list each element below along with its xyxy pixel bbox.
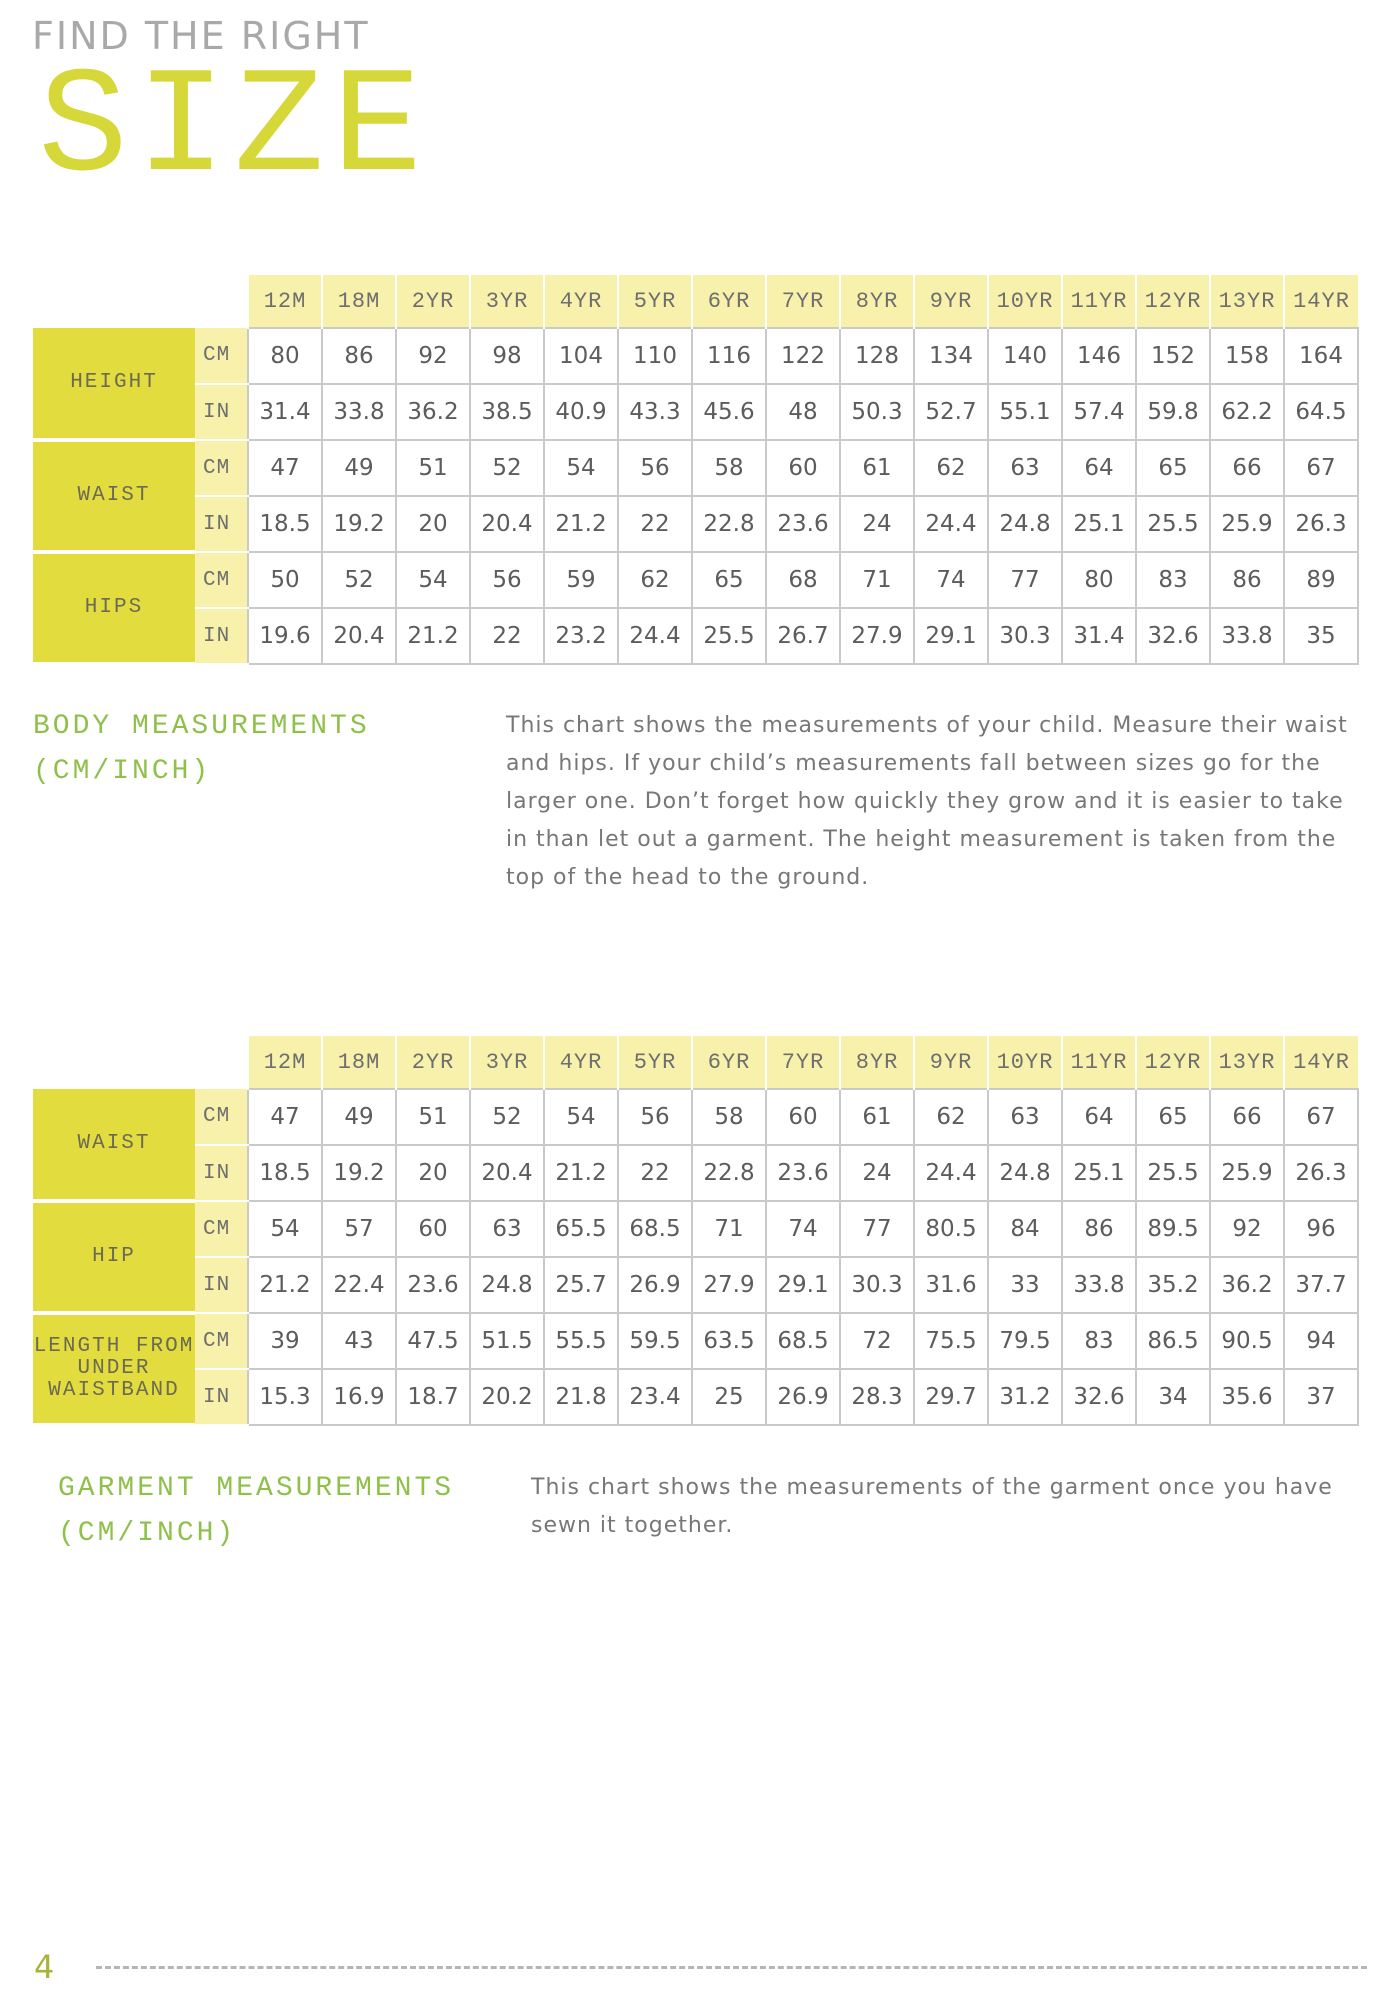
measurement-value: 61 bbox=[840, 440, 914, 496]
measurement-value: 40.9 bbox=[544, 384, 618, 440]
measurement-value: 51.5 bbox=[470, 1313, 544, 1369]
size-column-header: 3YR bbox=[470, 275, 544, 328]
table-row bbox=[33, 1089, 1358, 1145]
measurement-value: 110 bbox=[618, 328, 692, 384]
measurement-value: 21.8 bbox=[544, 1369, 618, 1425]
measurement-value: 38.5 bbox=[470, 384, 544, 440]
measurement-value: 84 bbox=[988, 1201, 1062, 1257]
measurement-value: 32.6 bbox=[1062, 1369, 1136, 1425]
garment-measurements-table bbox=[33, 1036, 1359, 1427]
measurement-value: 15.3 bbox=[248, 1369, 322, 1425]
garment-measurements-heading bbox=[58, 1466, 454, 1556]
measurement-value: 54 bbox=[396, 552, 470, 608]
measurement-value: 66 bbox=[1210, 440, 1284, 496]
header-spacer bbox=[33, 275, 248, 328]
garment-heading-line1: GARMENT MEASUREMENTS bbox=[58, 1473, 455, 1504]
table-row bbox=[33, 1257, 1358, 1313]
measurement-value: 63 bbox=[988, 1089, 1062, 1145]
measurement-value: 51 bbox=[396, 1089, 470, 1145]
measurement-value: 134 bbox=[914, 328, 988, 384]
measurement-value: 62 bbox=[618, 552, 692, 608]
measurement-label: HEIGHT bbox=[33, 328, 195, 440]
measurement-value: 83 bbox=[1136, 552, 1210, 608]
measurement-value: 22 bbox=[618, 1145, 692, 1201]
size-column-header: 12M bbox=[248, 275, 322, 328]
size-column-header: 13YR bbox=[1210, 1036, 1284, 1089]
size-column-header: 12M bbox=[248, 1036, 322, 1089]
size-column-header: 5YR bbox=[618, 275, 692, 328]
size-column-header: 5YR bbox=[618, 1036, 692, 1089]
table-row bbox=[33, 1201, 1358, 1257]
measurement-value: 47 bbox=[248, 1089, 322, 1145]
measurement-value: 23.6 bbox=[396, 1257, 470, 1313]
measurement-value: 21.2 bbox=[544, 496, 618, 552]
garment-heading-line2: (CM/INCH) bbox=[58, 1518, 237, 1549]
measurement-value: 23.6 bbox=[766, 1145, 840, 1201]
measurement-value: 24.4 bbox=[914, 1145, 988, 1201]
measurement-value: 62 bbox=[914, 1089, 988, 1145]
measurement-value: 29.1 bbox=[766, 1257, 840, 1313]
measurement-value: 18.5 bbox=[248, 1145, 322, 1201]
measurement-value: 31.2 bbox=[988, 1369, 1062, 1425]
measurement-value: 20.4 bbox=[322, 608, 396, 664]
measurement-value: 116 bbox=[692, 328, 766, 384]
measurement-value: 52 bbox=[470, 1089, 544, 1145]
measurement-label: WAIST bbox=[33, 1089, 195, 1201]
measurement-value: 33 bbox=[988, 1257, 1062, 1313]
measurement-value: 21.2 bbox=[248, 1257, 322, 1313]
measurement-value: 74 bbox=[914, 552, 988, 608]
size-header-row bbox=[33, 1036, 1358, 1089]
measurement-value: 57.4 bbox=[1062, 384, 1136, 440]
measurement-value: 64 bbox=[1062, 1089, 1136, 1145]
unit-label: CM bbox=[195, 1089, 248, 1145]
size-column-header: 3YR bbox=[470, 1036, 544, 1089]
measurement-value: 62.2 bbox=[1210, 384, 1284, 440]
measurement-value: 65 bbox=[692, 552, 766, 608]
measurement-value: 35 bbox=[1284, 608, 1358, 664]
measurement-value: 55.1 bbox=[988, 384, 1062, 440]
measurement-value: 37.7 bbox=[1284, 1257, 1358, 1313]
measurement-value: 89 bbox=[1284, 552, 1358, 608]
size-column-header: 8YR bbox=[840, 1036, 914, 1089]
measurement-value: 68.5 bbox=[766, 1313, 840, 1369]
measurement-value: 33.8 bbox=[1210, 608, 1284, 664]
measurement-value: 26.9 bbox=[618, 1257, 692, 1313]
measurement-value: 27.9 bbox=[840, 608, 914, 664]
measurement-value: 146 bbox=[1062, 328, 1136, 384]
measurement-value: 59.5 bbox=[618, 1313, 692, 1369]
measurement-value: 65 bbox=[1136, 1089, 1210, 1145]
measurement-value: 56 bbox=[618, 1089, 692, 1145]
measurement-value: 68.5 bbox=[618, 1201, 692, 1257]
measurement-value: 25.9 bbox=[1210, 496, 1284, 552]
body-measurements-description: This chart shows the measurements of your child. Measure their waist and hips. If your child’s measurements fall between sizes go for the larger one. Don’t forget how quickly they grow and it is easier to take in than let out a garment. The height measurement is taken from the top of the head to the ground. bbox=[506, 713, 1348, 890]
measurement-value: 59.8 bbox=[1136, 384, 1210, 440]
measurement-value: 22 bbox=[618, 496, 692, 552]
measurement-value: 24 bbox=[840, 1145, 914, 1201]
measurement-value: 61 bbox=[840, 1089, 914, 1145]
measurement-value: 60 bbox=[396, 1201, 470, 1257]
size-header-row bbox=[33, 275, 1358, 328]
measurement-value: 22.4 bbox=[322, 1257, 396, 1313]
measurement-value: 22.8 bbox=[692, 496, 766, 552]
measurement-value: 31.4 bbox=[1062, 608, 1136, 664]
measurement-value: 54 bbox=[544, 440, 618, 496]
measurement-value: 80 bbox=[248, 328, 322, 384]
measurement-value: 34 bbox=[1136, 1369, 1210, 1425]
measurement-value: 68 bbox=[766, 552, 840, 608]
measurement-value: 25.5 bbox=[1136, 496, 1210, 552]
measurement-value: 33.8 bbox=[322, 384, 396, 440]
measurement-value: 63 bbox=[988, 440, 1062, 496]
size-column-header: 6YR bbox=[692, 275, 766, 328]
measurement-value: 71 bbox=[840, 552, 914, 608]
measurement-value: 22.8 bbox=[692, 1145, 766, 1201]
table-row bbox=[33, 1369, 1358, 1425]
size-column-header: 18M bbox=[322, 275, 396, 328]
measurement-value: 48 bbox=[766, 384, 840, 440]
measurement-value: 20.4 bbox=[470, 496, 544, 552]
measurement-value: 24.8 bbox=[470, 1257, 544, 1313]
measurement-value: 27.9 bbox=[692, 1257, 766, 1313]
size-column-header: 9YR bbox=[914, 1036, 988, 1089]
measurement-value: 63.5 bbox=[692, 1313, 766, 1369]
size-column-header: 11YR bbox=[1062, 1036, 1136, 1089]
size-column-header: 6YR bbox=[692, 1036, 766, 1089]
measurement-value: 57 bbox=[322, 1201, 396, 1257]
measurement-value: 67 bbox=[1284, 440, 1358, 496]
measurement-value: 80.5 bbox=[914, 1201, 988, 1257]
measurement-value: 86.5 bbox=[1136, 1313, 1210, 1369]
measurement-value: 51 bbox=[396, 440, 470, 496]
measurement-value: 25.5 bbox=[692, 608, 766, 664]
unit-label: CM bbox=[195, 328, 248, 384]
page-title: SIZE bbox=[38, 45, 431, 215]
size-column-header: 2YR bbox=[396, 1036, 470, 1089]
measurement-value: 152 bbox=[1136, 328, 1210, 384]
measurement-value: 25.1 bbox=[1062, 496, 1136, 552]
unit-label: CM bbox=[195, 1313, 248, 1369]
unit-label: IN bbox=[195, 384, 248, 440]
size-column-header: 9YR bbox=[914, 275, 988, 328]
measurement-value: 29.7 bbox=[914, 1369, 988, 1425]
measurement-value: 33.8 bbox=[1062, 1257, 1136, 1313]
table-row bbox=[33, 1145, 1358, 1201]
measurement-value: 49 bbox=[322, 440, 396, 496]
measurement-value: 29.1 bbox=[914, 608, 988, 664]
table-row bbox=[33, 384, 1358, 440]
measurement-value: 19.6 bbox=[248, 608, 322, 664]
size-column-header: 14YR bbox=[1284, 1036, 1358, 1089]
measurement-value: 64 bbox=[1062, 440, 1136, 496]
measurement-value: 43.3 bbox=[618, 384, 692, 440]
table-row bbox=[33, 608, 1358, 664]
measurement-value: 18.5 bbox=[248, 496, 322, 552]
measurement-value: 66 bbox=[1210, 1089, 1284, 1145]
measurement-value: 164 bbox=[1284, 328, 1358, 384]
measurement-value: 56 bbox=[618, 440, 692, 496]
measurement-label: HIP bbox=[33, 1201, 195, 1313]
measurement-value: 55.5 bbox=[544, 1313, 618, 1369]
measurement-value: 65.5 bbox=[544, 1201, 618, 1257]
measurement-value: 128 bbox=[840, 328, 914, 384]
measurement-value: 86 bbox=[1210, 552, 1284, 608]
measurement-value: 24 bbox=[840, 496, 914, 552]
measurement-value: 122 bbox=[766, 328, 840, 384]
measurement-value: 49 bbox=[322, 1089, 396, 1145]
measurement-value: 20 bbox=[396, 1145, 470, 1201]
measurement-value: 65 bbox=[1136, 440, 1210, 496]
measurement-value: 54 bbox=[544, 1089, 618, 1145]
measurement-value: 77 bbox=[988, 552, 1062, 608]
table-row bbox=[33, 496, 1358, 552]
measurement-value: 26.7 bbox=[766, 608, 840, 664]
size-column-header: 12YR bbox=[1136, 275, 1210, 328]
measurement-value: 56 bbox=[470, 552, 544, 608]
measurement-value: 21.2 bbox=[544, 1145, 618, 1201]
unit-label: CM bbox=[195, 552, 248, 608]
measurement-value: 36.2 bbox=[1210, 1257, 1284, 1313]
measurement-label: WAIST bbox=[33, 440, 195, 552]
page-number: 4 bbox=[34, 1948, 55, 1986]
measurement-value: 60 bbox=[766, 440, 840, 496]
measurement-value: 20 bbox=[396, 496, 470, 552]
measurement-value: 23.6 bbox=[766, 496, 840, 552]
unit-label: IN bbox=[195, 608, 248, 664]
measurement-value: 19.2 bbox=[322, 1145, 396, 1201]
measurement-value: 80 bbox=[1062, 552, 1136, 608]
measurement-value: 72 bbox=[840, 1313, 914, 1369]
measurement-value: 25.9 bbox=[1210, 1145, 1284, 1201]
measurement-value: 50 bbox=[248, 552, 322, 608]
measurement-value: 96 bbox=[1284, 1201, 1358, 1257]
measurement-value: 62 bbox=[914, 440, 988, 496]
measurement-value: 26.9 bbox=[766, 1369, 840, 1425]
measurement-value: 47 bbox=[248, 440, 322, 496]
measurement-value: 94 bbox=[1284, 1313, 1358, 1369]
header-spacer bbox=[33, 1036, 248, 1089]
measurement-value: 52 bbox=[470, 440, 544, 496]
measurement-value: 77 bbox=[840, 1201, 914, 1257]
measurement-value: 30.3 bbox=[988, 608, 1062, 664]
measurement-value: 24.4 bbox=[914, 496, 988, 552]
size-column-header: 7YR bbox=[766, 275, 840, 328]
body-measurements-heading bbox=[33, 704, 370, 794]
measurement-value: 140 bbox=[988, 328, 1062, 384]
measurement-value: 19.2 bbox=[322, 496, 396, 552]
measurement-value: 43 bbox=[322, 1313, 396, 1369]
measurement-value: 158 bbox=[1210, 328, 1284, 384]
size-column-header: 12YR bbox=[1136, 1036, 1210, 1089]
table-row bbox=[33, 328, 1358, 384]
table-row bbox=[33, 440, 1358, 496]
table-row bbox=[33, 552, 1358, 608]
measurement-value: 92 bbox=[1210, 1201, 1284, 1257]
measurement-value: 74 bbox=[766, 1201, 840, 1257]
measurement-value: 18.7 bbox=[396, 1369, 470, 1425]
size-column-header: 13YR bbox=[1210, 275, 1284, 328]
measurement-value: 25.5 bbox=[1136, 1145, 1210, 1201]
measurement-value: 86 bbox=[322, 328, 396, 384]
measurement-value: 24.8 bbox=[988, 1145, 1062, 1201]
measurement-value: 16.9 bbox=[322, 1369, 396, 1425]
measurement-value: 26.3 bbox=[1284, 496, 1358, 552]
size-column-header: 2YR bbox=[396, 275, 470, 328]
measurement-label: LENGTH FROM UNDER WAISTBAND bbox=[33, 1313, 195, 1425]
measurement-value: 58 bbox=[692, 1089, 766, 1145]
measurement-value: 23.4 bbox=[618, 1369, 692, 1425]
measurement-value: 71 bbox=[692, 1201, 766, 1257]
measurement-value: 58 bbox=[692, 440, 766, 496]
body-heading-line1: BODY MEASUREMENTS bbox=[33, 711, 370, 742]
size-column-header: 4YR bbox=[544, 1036, 618, 1089]
measurement-value: 35.2 bbox=[1136, 1257, 1210, 1313]
unit-label: IN bbox=[195, 1369, 248, 1425]
measurement-value: 26.3 bbox=[1284, 1145, 1358, 1201]
size-column-header: 7YR bbox=[766, 1036, 840, 1089]
measurement-value: 25.7 bbox=[544, 1257, 618, 1313]
measurement-value: 92 bbox=[396, 328, 470, 384]
measurement-value: 20.4 bbox=[470, 1145, 544, 1201]
measurement-label: HIPS bbox=[33, 552, 195, 664]
size-column-header: 4YR bbox=[544, 275, 618, 328]
measurement-value: 31.6 bbox=[914, 1257, 988, 1313]
measurement-value: 37 bbox=[1284, 1369, 1358, 1425]
measurement-value: 47.5 bbox=[396, 1313, 470, 1369]
body-heading-line2: (CM/INCH) bbox=[33, 756, 212, 787]
measurement-value: 59 bbox=[544, 552, 618, 608]
measurement-value: 32.6 bbox=[1136, 608, 1210, 664]
measurement-value: 86 bbox=[1062, 1201, 1136, 1257]
unit-label: CM bbox=[195, 440, 248, 496]
measurement-value: 79.5 bbox=[988, 1313, 1062, 1369]
measurement-value: 31.4 bbox=[248, 384, 322, 440]
unit-label: IN bbox=[195, 1257, 248, 1313]
size-column-header: 8YR bbox=[840, 275, 914, 328]
measurement-value: 35.6 bbox=[1210, 1369, 1284, 1425]
measurement-value: 24.8 bbox=[988, 496, 1062, 552]
measurement-value: 23.2 bbox=[544, 608, 618, 664]
measurement-value: 22 bbox=[470, 608, 544, 664]
measurement-value: 67 bbox=[1284, 1089, 1358, 1145]
unit-label: IN bbox=[195, 1145, 248, 1201]
pretitle: FIND THE RIGHT bbox=[32, 14, 370, 58]
measurement-value: 90.5 bbox=[1210, 1313, 1284, 1369]
body-measurements-table bbox=[33, 275, 1359, 666]
measurement-value: 45.6 bbox=[692, 384, 766, 440]
size-column-header: 18M bbox=[322, 1036, 396, 1089]
measurement-value: 60 bbox=[766, 1089, 840, 1145]
size-column-header: 10YR bbox=[988, 1036, 1062, 1089]
measurement-value: 39 bbox=[248, 1313, 322, 1369]
measurement-value: 50.3 bbox=[840, 384, 914, 440]
measurement-value: 54 bbox=[248, 1201, 322, 1257]
measurement-value: 30.3 bbox=[840, 1257, 914, 1313]
measurement-value: 89.5 bbox=[1136, 1201, 1210, 1257]
measurement-value: 64.5 bbox=[1284, 384, 1358, 440]
measurement-value: 52 bbox=[322, 552, 396, 608]
measurement-value: 104 bbox=[544, 328, 618, 384]
footer-dashed-rule bbox=[96, 1966, 1367, 1969]
size-column-header: 14YR bbox=[1284, 275, 1358, 328]
measurement-value: 28.3 bbox=[840, 1369, 914, 1425]
measurement-value: 25.1 bbox=[1062, 1145, 1136, 1201]
size-column-header: 11YR bbox=[1062, 275, 1136, 328]
measurement-value: 52.7 bbox=[914, 384, 988, 440]
measurement-value: 25 bbox=[692, 1369, 766, 1425]
measurement-value: 20.2 bbox=[470, 1369, 544, 1425]
measurement-value: 24.4 bbox=[618, 608, 692, 664]
measurement-value: 75.5 bbox=[914, 1313, 988, 1369]
unit-label: IN bbox=[195, 496, 248, 552]
measurement-value: 21.2 bbox=[396, 608, 470, 664]
measurement-value: 83 bbox=[1062, 1313, 1136, 1369]
table-row bbox=[33, 1313, 1358, 1369]
unit-label: CM bbox=[195, 1201, 248, 1257]
size-column-header: 10YR bbox=[988, 275, 1062, 328]
measurement-value: 98 bbox=[470, 328, 544, 384]
measurement-value: 36.2 bbox=[396, 384, 470, 440]
garment-measurements-description: This chart shows the measurements of the garment once you have sewn it together. bbox=[531, 1475, 1333, 1538]
measurement-value: 63 bbox=[470, 1201, 544, 1257]
